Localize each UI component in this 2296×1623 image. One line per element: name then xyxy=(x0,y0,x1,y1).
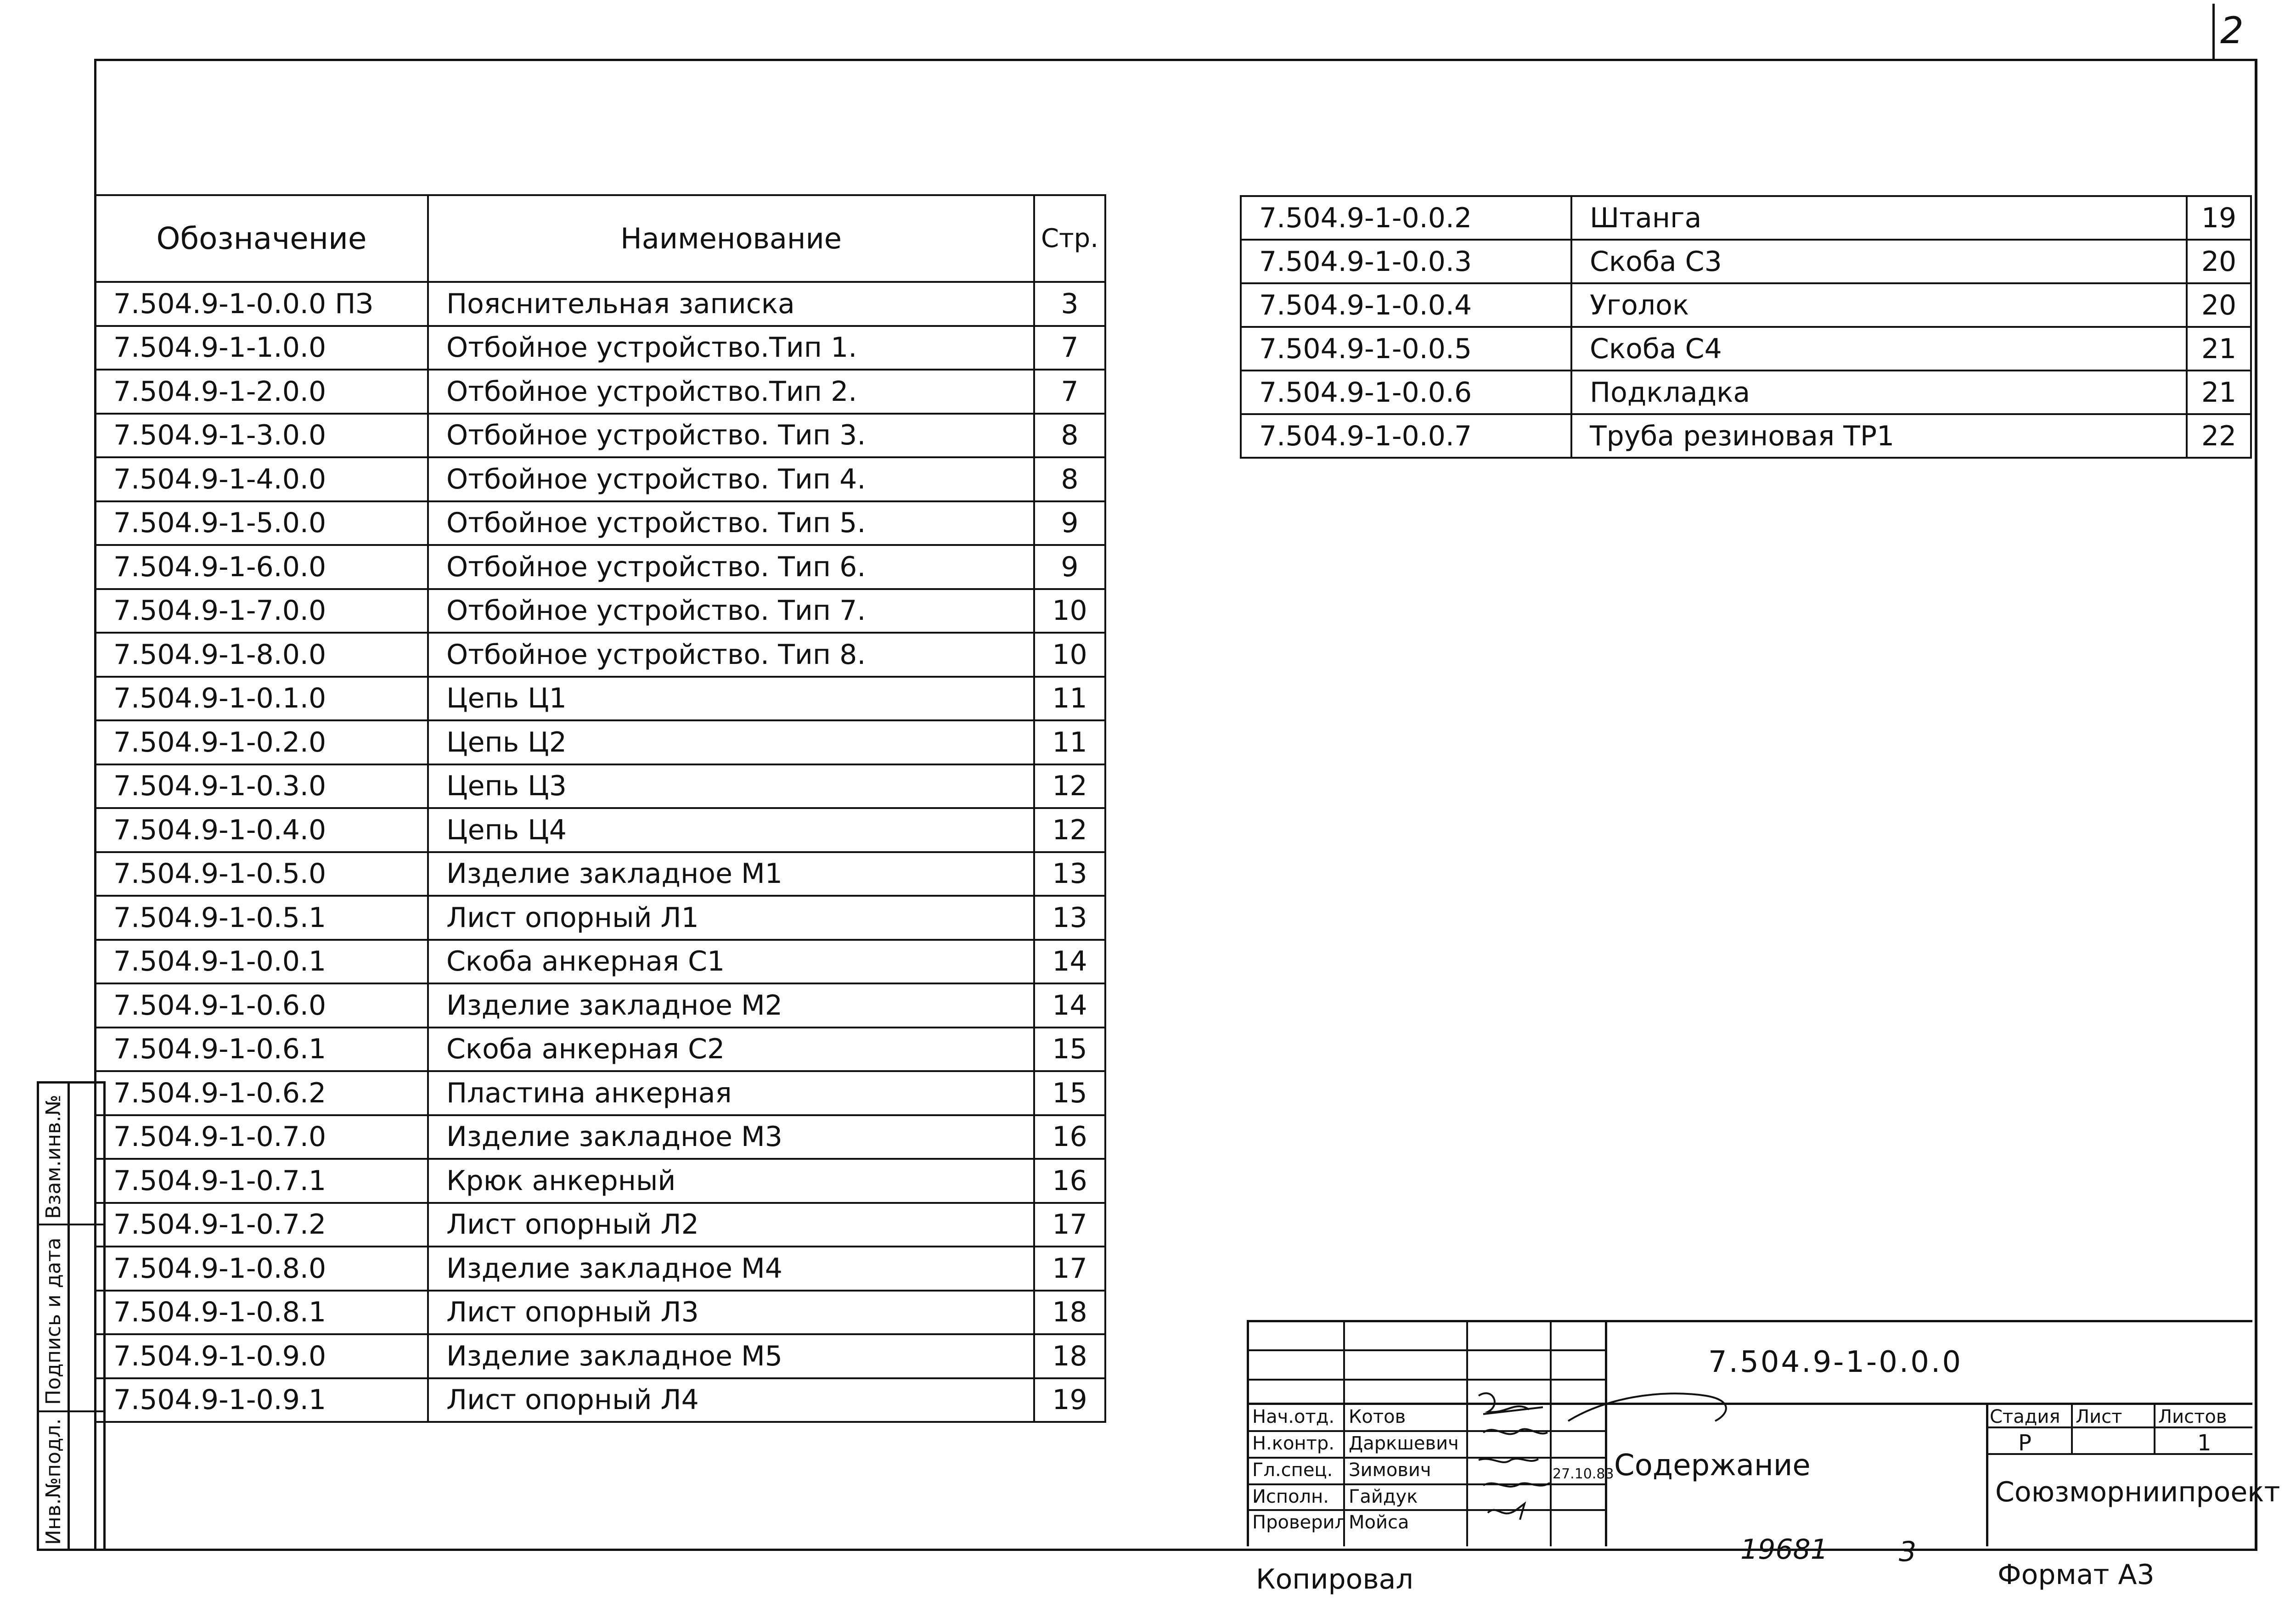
name-cell: Подкладка xyxy=(1571,371,2187,414)
name-cell: Пластина анкерная xyxy=(428,1071,1034,1115)
name-cell: Отбойное устройство.Тип 2. xyxy=(428,370,1034,414)
page-cell: 10 xyxy=(1034,589,1105,633)
name-cell: Труба резиновая ТР1 xyxy=(1571,414,2187,458)
name-cell: Лист опорный Л1 xyxy=(428,896,1034,940)
sheets-label: Листов xyxy=(2158,1406,2227,1427)
table-row xyxy=(95,414,1105,458)
name-cell: Скоба анкерная С1 xyxy=(428,940,1034,984)
designation-cell: 7.504.9-1-0.8.0 xyxy=(95,1247,428,1291)
table-row xyxy=(95,326,1105,370)
table-row xyxy=(95,1378,1105,1422)
name-cell: Уголок xyxy=(1571,283,2187,327)
table-row xyxy=(95,501,1105,545)
page-cell: 8 xyxy=(1034,414,1105,458)
page-cell: 11 xyxy=(1034,720,1105,764)
name-cell: Изделие закладное М1 xyxy=(428,852,1034,896)
page-cell: 12 xyxy=(1034,808,1105,852)
sheet-label: Лист xyxy=(2076,1406,2122,1427)
designation-cell: 7.504.9-1-8.0.0 xyxy=(95,633,428,677)
page-cell: 8 xyxy=(1034,457,1105,501)
approval-date: 27.10.83 xyxy=(1553,1466,1614,1482)
designation-cell: 7.504.9-1-2.0.0 xyxy=(95,370,428,414)
name-cell: Изделие закладное М4 xyxy=(428,1247,1034,1291)
name-cell: Отбойное устройство. Тип 3. xyxy=(428,414,1034,458)
table-row xyxy=(1241,196,2251,240)
page-cell: 18 xyxy=(1034,1334,1105,1378)
format-label: Формат А3 xyxy=(1998,1559,2155,1591)
side-stamp-separator xyxy=(39,1224,103,1225)
column-header-name: Наименование xyxy=(428,195,1034,282)
page-cell: 14 xyxy=(1034,940,1105,984)
designation-cell: 7.504.9-1-7.0.0 xyxy=(95,589,428,633)
designation-cell: 7.504.9-1-0.2.0 xyxy=(95,720,428,764)
name-cell: Изделие закладное М3 xyxy=(428,1115,1034,1159)
table-row xyxy=(95,764,1105,809)
name-cell: Скоба С4 xyxy=(1571,327,2187,371)
person-name: Зимович xyxy=(1349,1460,1431,1481)
person-name: Мойса xyxy=(1349,1512,1409,1533)
designation-cell: 7.504.9-1-0.7.1 xyxy=(95,1159,428,1203)
name-cell: Цепь Ц3 xyxy=(428,764,1034,809)
designation-cell: 7.504.9-1-0.4.0 xyxy=(95,808,428,852)
page-cell: 9 xyxy=(1034,501,1105,545)
page-cell: 22 xyxy=(2187,414,2251,458)
table-row xyxy=(95,1159,1105,1203)
name-cell: Цепь Ц4 xyxy=(428,808,1034,852)
column-header-designation: Обозначение xyxy=(95,195,428,282)
role-label: Н.контр. xyxy=(1252,1433,1334,1454)
page-mark: 3 xyxy=(1899,1536,1917,1568)
table-row xyxy=(95,1334,1105,1378)
designation-cell: 7.504.9-1-3.0.0 xyxy=(95,414,428,458)
name-cell: Отбойное устройство. Тип 6. xyxy=(428,545,1034,589)
table-row xyxy=(95,896,1105,940)
page-cell: 21 xyxy=(2187,371,2251,414)
designation-cell: 7.504.9-1-0.9.1 xyxy=(95,1378,428,1422)
page-cell: 11 xyxy=(1034,677,1105,721)
name-cell: Изделие закладное М5 xyxy=(428,1334,1034,1378)
table-row xyxy=(1241,283,2251,327)
page-cell: 7 xyxy=(1034,326,1105,370)
page-cell: 15 xyxy=(1034,1071,1105,1115)
page-cell: 17 xyxy=(1034,1203,1105,1247)
table-row xyxy=(1241,240,2251,283)
page-cell: 13 xyxy=(1034,852,1105,896)
name-cell: Скоба С3 xyxy=(1571,240,2187,283)
designation-cell: 7.504.9-1-0.0.4 xyxy=(1241,283,1571,327)
page-cell: 19 xyxy=(2187,196,2251,240)
page-cell: 16 xyxy=(1034,1159,1105,1203)
organization-name: Союзморниипроект xyxy=(1995,1476,2280,1508)
table-row xyxy=(95,720,1105,764)
designation-cell: 7.504.9-1-1.0.0 xyxy=(95,326,428,370)
archive-number: 19681 xyxy=(1740,1533,1828,1566)
name-cell: Отбойное устройство. Тип 7. xyxy=(428,589,1034,633)
page-cell: 21 xyxy=(2187,327,2251,371)
table-row xyxy=(95,1291,1105,1335)
designation-cell: 7.504.9-1-0.0.0 ПЗ xyxy=(95,282,428,326)
page-cell: 13 xyxy=(1034,896,1105,940)
contents-table-left xyxy=(94,194,1106,1423)
page-cell: 10 xyxy=(1034,633,1105,677)
stage-value: Р xyxy=(2018,1430,2032,1456)
table-row xyxy=(95,282,1105,326)
role-label: Исполн. xyxy=(1252,1486,1329,1507)
signature-marks xyxy=(1474,1387,1557,1543)
name-cell: Изделие закладное М2 xyxy=(428,983,1034,1028)
sheet-number: 2 xyxy=(2220,9,2244,52)
designation-cell: 7.504.9-1-0.7.2 xyxy=(95,1203,428,1247)
designation-cell: 7.504.9-1-0.5.0 xyxy=(95,852,428,896)
person-name: Котов xyxy=(1349,1406,1406,1427)
name-cell: Лист опорный Л3 xyxy=(428,1291,1034,1335)
designation-cell: 7.504.9-1-0.6.2 xyxy=(95,1071,428,1115)
name-cell: Лист опорный Л4 xyxy=(428,1378,1034,1422)
name-cell: Пояснительная записка xyxy=(428,282,1034,326)
designation-cell: 7.504.9-1-0.7.0 xyxy=(95,1115,428,1159)
table-row xyxy=(95,1247,1105,1291)
sheets-value: 1 xyxy=(2197,1430,2212,1456)
side-label-vzam-inv: Взам.инв.№ xyxy=(42,1095,65,1219)
table-row xyxy=(95,677,1105,721)
name-cell: Скоба анкерная С2 xyxy=(428,1028,1034,1072)
table-row xyxy=(95,633,1105,677)
designation-cell: 7.504.9-1-5.0.0 xyxy=(95,501,428,545)
table-row xyxy=(95,940,1105,984)
side-stamp xyxy=(37,1081,106,1551)
table-row xyxy=(95,808,1105,852)
side-label-inv-podl: Инв.№подл. xyxy=(42,1418,65,1545)
page-cell: 15 xyxy=(1034,1028,1105,1072)
page-cell: 16 xyxy=(1034,1115,1105,1159)
page-cell: 18 xyxy=(1034,1291,1105,1335)
contents-table-right xyxy=(1240,195,2252,459)
designation-cell: 7.504.9-1-0.0.5 xyxy=(1241,327,1571,371)
document-code: 7.504.9-1-0.0.0 xyxy=(1708,1345,1963,1379)
table-row xyxy=(95,370,1105,414)
designation-cell: 7.504.9-1-0.5.1 xyxy=(95,896,428,940)
designation-cell: 7.504.9-1-0.6.0 xyxy=(95,983,428,1028)
designation-cell: 7.504.9-1-0.3.0 xyxy=(95,764,428,809)
person-name: Даркшевич xyxy=(1349,1433,1459,1454)
table-row xyxy=(95,852,1105,896)
page-cell: 20 xyxy=(2187,240,2251,283)
title-block xyxy=(1247,1320,2280,1546)
name-cell: Отбойное устройство. Тип 8. xyxy=(428,633,1034,677)
role-label: Проверил xyxy=(1252,1512,1347,1533)
designation-cell: 7.504.9-1-0.8.1 xyxy=(95,1291,428,1335)
designation-cell: 7.504.9-1-0.6.1 xyxy=(95,1028,428,1072)
name-cell: Лист опорный Л2 xyxy=(428,1203,1034,1247)
side-stamp-divider xyxy=(68,1084,70,1549)
name-cell: Отбойное устройство. Тип 4. xyxy=(428,457,1034,501)
name-cell: Отбойное устройство. Тип 5. xyxy=(428,501,1034,545)
person-name: Гайдук xyxy=(1349,1486,1418,1507)
page-cell: 7 xyxy=(1034,370,1105,414)
designation-cell: 7.504.9-1-0.1.0 xyxy=(95,677,428,721)
designation-cell: 7.504.9-1-0.0.1 xyxy=(95,940,428,984)
stage-label: Стадия xyxy=(1990,1406,2060,1427)
side-label-podpis-data: Подпись и дата xyxy=(42,1237,65,1405)
table-row xyxy=(1241,414,2251,458)
page-cell: 19 xyxy=(1034,1378,1105,1422)
designation-cell: 7.504.9-1-0.0.3 xyxy=(1241,240,1571,283)
name-cell: Крюк анкерный xyxy=(428,1159,1034,1203)
name-cell: Цепь Ц2 xyxy=(428,720,1034,764)
table-row xyxy=(1241,327,2251,371)
signature-flourish xyxy=(1568,1389,1761,1426)
designation-cell: 7.504.9-1-0.9.0 xyxy=(95,1334,428,1378)
page-cell: 3 xyxy=(1034,282,1105,326)
page-cell: 17 xyxy=(1034,1247,1105,1291)
page-cell: 9 xyxy=(1034,545,1105,589)
page-cell: 14 xyxy=(1034,983,1105,1028)
table-row xyxy=(95,1115,1105,1159)
table-row xyxy=(95,457,1105,501)
designation-cell: 7.504.9-1-0.0.2 xyxy=(1241,196,1571,240)
name-cell: Цепь Ц1 xyxy=(428,677,1034,721)
table-row xyxy=(95,1071,1105,1115)
designation-cell: 7.504.9-1-0.0.7 xyxy=(1241,414,1571,458)
role-label: Гл.спец. xyxy=(1252,1460,1333,1481)
table-row xyxy=(95,983,1105,1028)
copied-label: Копировал xyxy=(1256,1563,1413,1595)
name-cell: Отбойное устройство.Тип 1. xyxy=(428,326,1034,370)
table-row xyxy=(95,1028,1105,1072)
name-cell: Штанга xyxy=(1571,196,2187,240)
table-row xyxy=(95,545,1105,589)
side-stamp-separator xyxy=(39,1410,103,1412)
designation-cell: 7.504.9-1-0.0.6 xyxy=(1241,371,1571,414)
column-header-page: Стр. xyxy=(1034,195,1105,282)
table-header-row xyxy=(95,195,1105,282)
table-row xyxy=(95,589,1105,633)
document-title: Содержание xyxy=(1614,1449,1811,1483)
table-row xyxy=(95,1203,1105,1247)
role-label: Нач.отд. xyxy=(1252,1406,1335,1427)
page-cell: 20 xyxy=(2187,283,2251,327)
designation-cell: 7.504.9-1-6.0.0 xyxy=(95,545,428,589)
designation-cell: 7.504.9-1-4.0.0 xyxy=(95,457,428,501)
table-row xyxy=(1241,371,2251,414)
page-cell: 12 xyxy=(1034,764,1105,809)
